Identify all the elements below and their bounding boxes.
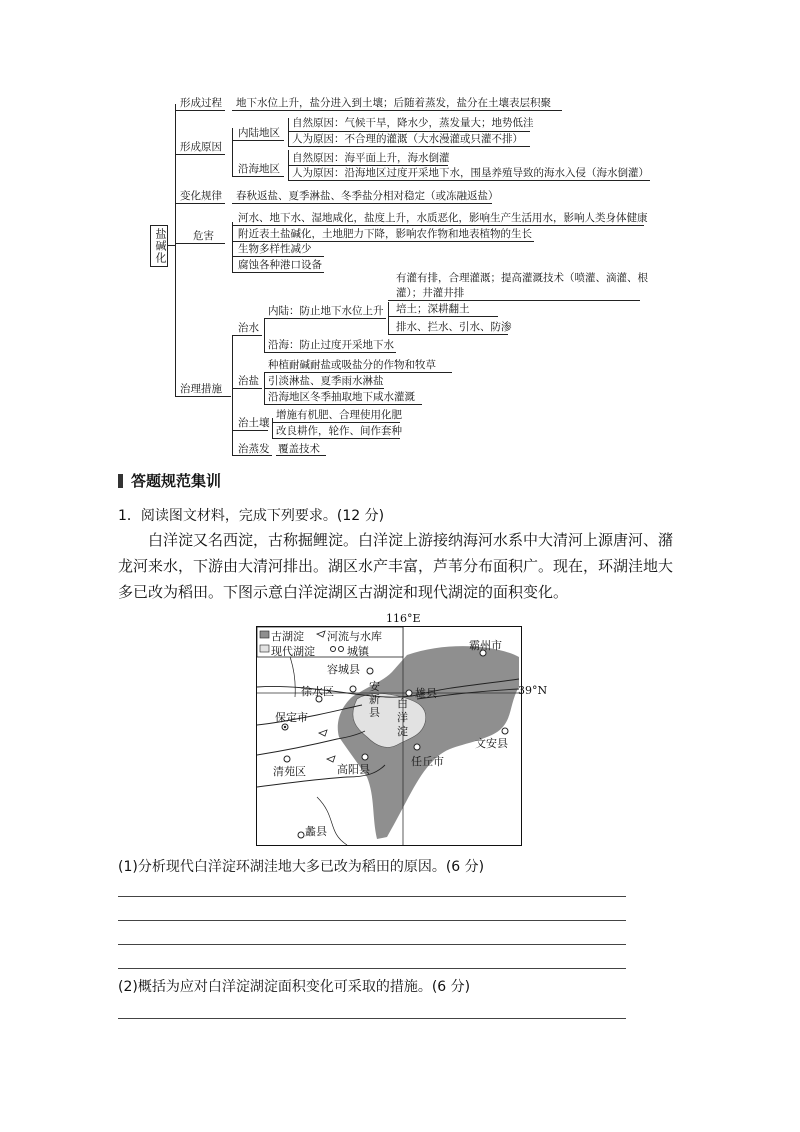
leaf-line [232,241,534,242]
leaf-line [288,180,650,181]
xingcheng-label: 形成过程 [180,97,222,109]
weihai-item: 腐蚀各种港口设备 [238,259,322,271]
water-inland-item: 排水、拦水、引水、防渗 [396,321,512,333]
legend-ancient-swatch [260,631,269,638]
branch-line [232,335,262,336]
town-marker-center [284,726,286,728]
soil-item: 改良耕作，轮作、间作套种 [276,425,402,437]
salt-item: 沿海地区冬季抽取地下咸水灌溉 [268,391,415,403]
legend-ancient: 古湖淀 [271,630,304,643]
place-qingyuan: 清苑区 [273,765,306,778]
sub-trunk [288,118,289,146]
branch-line [175,243,225,244]
place-anxin-b: 新 [369,693,380,706]
place-xiongxian: 雄县 [415,687,437,700]
leaf-line [264,372,452,373]
place-renqiu: 任丘市 [411,755,444,768]
leaf-line [264,318,386,319]
branch-line [175,154,225,155]
answer-line[interactable] [118,896,626,897]
place-anxin-a: 安 [369,680,380,693]
town-marker [414,744,420,750]
sub-trunk [232,128,233,176]
salt-label: 治盐 [238,375,259,387]
water-coast: 沿海：防止过度开采地下水 [268,339,394,351]
longitude-label: 116°E [386,612,421,625]
branch-line [232,140,284,141]
place-gaoyang: 高阳县 [337,763,370,776]
reservoir-symbol [319,730,327,736]
leaf-line [388,300,640,301]
town-marker [298,832,304,838]
leaf-line [288,131,530,132]
inland-label: 内陆地区 [238,127,280,139]
bianhua-text: 春秋返盐、夏季淋盐、冬季盐分相对稳定（或冻融返盐） [236,190,499,202]
coast-label: 沿海地区 [238,163,280,175]
water-label: 治水 [238,322,259,334]
place-dian: 淀 [397,725,408,738]
reservoir-symbol [327,756,335,762]
answer-line[interactable] [118,920,626,921]
leaf-line [232,256,324,257]
sub-trunk [232,335,233,455]
answer-line[interactable] [118,968,626,969]
legend-town-symbol [331,647,336,652]
place-lixian: 蠡县 [305,825,327,838]
place-anxin-c: 县 [369,706,380,719]
salt-item: 种植耐碱耐盐或吸盐分的作物和牧草 [268,359,436,371]
zhili-label: 治理措施 [180,383,222,395]
leaf-line [288,165,448,166]
evap-label: 治蒸发 [238,443,270,455]
weihai-item: 附近表土盐碱化，土地肥力下降，影响农作物和地表植物的生长 [238,228,532,240]
leaf-line [232,110,562,111]
bianhua-label: 变化规律 [180,190,222,202]
branch-line [175,203,225,204]
place-wenan: 文安县 [475,737,508,750]
weihai-item: 河水、地下水、湿地咸化，盐度上升，水质恶化，影响生产生活用水，影响人类身体健康 [238,212,648,224]
water-inland-item: 灌）；井灌井排 [396,287,465,299]
leaf-line [288,146,530,147]
water-inland-item: 有灌有排，合理灌溉；提高灌溉技术（喷灌、滴灌、根 [396,272,648,284]
yuanyin-label: 形成原因 [180,141,222,153]
town-marker [362,754,368,760]
town-marker [284,756,290,762]
leaf-line [388,316,498,317]
inland-human: 人为原因：不合理的灌溉（大水漫灌或只灌不排） [292,133,523,145]
root-node: 盐碱化 [150,225,168,267]
legend-modern-swatch [260,645,269,652]
coast-natural: 自然原因：海平面上升，海水倒灌 [292,152,450,164]
place-bazhou: 霸州市 [469,639,502,652]
answer-line[interactable] [118,944,626,945]
legend-river: 河流与水库 [327,630,382,643]
leaf-line [272,422,400,423]
section-title-text: 答题规范集训 [131,472,222,490]
branch-line [175,110,225,111]
xingcheng-text: 地下水位上升，盐分进入到土壤；后随着蒸发，盐分在土壤表层积聚 [236,97,551,109]
branch-line [232,430,268,431]
leaf-line [264,388,384,389]
leaf-line [272,438,400,439]
sub-trunk [264,318,265,352]
leaf-line [232,203,492,204]
sub-question-1: (1)分析现代白洋淀环湖洼地大多已改为稻田的原因。(6 分) [118,859,485,875]
place-rongcheng: 容城县 [327,663,360,676]
weihai-label: 危害 [193,230,214,242]
section-bar [118,474,123,488]
branch-line [175,396,231,397]
coast-human: 人为原因：沿海地区过度开采地下水，围垦养殖导致的海水入侵（海水倒灌） [292,167,649,179]
leaf-line [264,352,396,353]
sub-trunk [388,302,389,334]
answer-line[interactable] [118,1018,626,1019]
trunk-connector [167,245,175,246]
legend-modern: 现代湖淀 [271,645,315,658]
place-xushui: 徐水区 [301,685,334,698]
leaf-line [232,225,644,226]
place-bai: 白 [397,697,408,710]
branch-line [232,176,284,177]
leaf-line [232,272,324,273]
sub-trunk [272,418,273,438]
salt-item: 引淡淋盐、夏季雨水淋盐 [268,375,384,387]
town-marker [367,668,373,674]
legend-town: 城镇 [347,645,369,658]
trunk-line [175,104,176,396]
town-marker [350,686,356,692]
branch-line [232,388,262,389]
sub-question-2: (2)概括为应对白洋淀湖淀面积变化可采取的措施。(6 分) [118,979,471,995]
leaf-line [388,334,508,335]
baiyangdian-map [256,626,522,846]
place-baoding: 保定市 [275,711,308,724]
water-inland: 内陆：防止地下水位上升 [268,305,384,317]
water-inland-item: 培土；深耕翻土 [396,303,470,315]
question-paragraph: 白洋淀又名西淀，古称掘鲤淀。白洋淀上游接纳海河水系中大清河上源唐河、潴龙河来水，下游由大清河排出。湖区水产丰富，芦苇分布面积广。现在，环湖洼地大多已改为稻田。下图示意白洋淀湖区古湖淀和现代湖淀的面积变化。 [118,531,674,601]
legend-town-symbol [339,647,344,652]
sub-trunk [232,222,233,272]
latitude-label: 39°N [518,684,548,697]
soil-item: 增施有机肥、合理使用化肥 [276,409,402,421]
soil-label: 治土壤 [238,417,270,429]
place-yang: 洋 [397,711,408,724]
leaf-line [264,404,422,405]
town-marker [502,728,508,734]
question-intro: 1．阅读图文材料，完成下列要求。(12 分) [118,508,385,524]
section-title [118,470,221,491]
evap-text: 覆盖技术 [278,443,320,455]
weihai-item: 生物多样性减少 [238,243,312,255]
inland-natural: 自然原因：气候干旱，降水少，蒸发量大；地势低洼 [292,117,534,129]
